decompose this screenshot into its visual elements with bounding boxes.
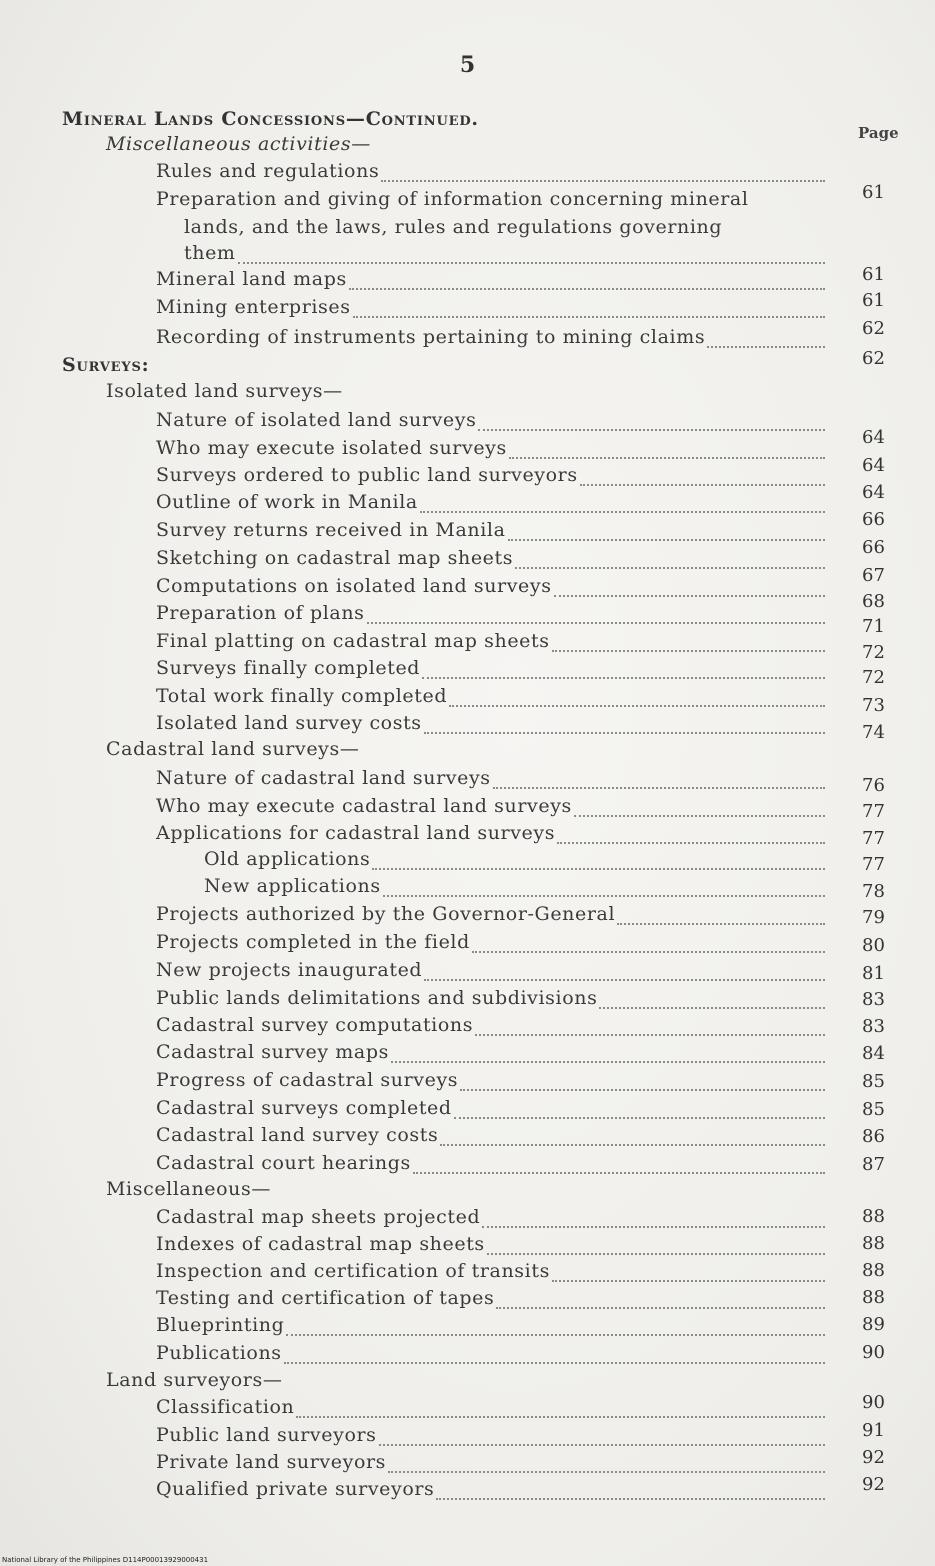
toc-page-number: 66: [862, 537, 885, 558]
dot-leader: [391, 1059, 825, 1063]
dot-leader: [440, 1142, 825, 1146]
toc-entry: [0, 630, 935, 663]
toc-entry-text: Cadastral land survey costs: [156, 1124, 439, 1146]
toc-entry-text: Cadastral survey computations: [156, 1014, 474, 1036]
toc-page-number: 76: [862, 775, 885, 796]
toc-entry: [0, 133, 935, 159]
toc-entry-text: Inspection and certification of transits: [156, 1260, 550, 1282]
toc-entry-text: Preparation of plans: [156, 602, 365, 624]
toc-page-number: 78: [862, 881, 885, 902]
toc-page-number: 92: [862, 1474, 885, 1495]
toc-section-heading: [0, 108, 935, 134]
toc-entry-text: Classification: [156, 1396, 295, 1418]
toc-entry: [0, 822, 935, 848]
dot-leader: [422, 675, 825, 679]
dot-leader: [296, 1414, 825, 1418]
toc-entry: [0, 1342, 935, 1368]
toc-entry-text: Total work finally completed: [156, 685, 448, 707]
toc-entry: [0, 188, 935, 214]
dot-leader: [349, 286, 825, 290]
toc-page-number: 88: [862, 1206, 885, 1227]
toc-entry: [0, 987, 935, 1013]
toc-entry: [0, 1206, 935, 1232]
toc-page-number: 91: [862, 1420, 885, 1441]
toc-entry-text: Qualified private surveyors: [156, 1478, 435, 1500]
toc-page-number: 77: [862, 854, 885, 875]
toc-entry: [0, 380, 935, 406]
toc-entry-text: Preparation and giving of information concerning mineral: [156, 188, 749, 210]
toc-entry: [0, 685, 935, 716]
dot-leader: [413, 1170, 825, 1174]
toc-entry-text: Cadastral court hearings: [156, 1152, 411, 1174]
toc-entry-text: Blueprinting: [156, 1314, 285, 1336]
dot-leader: [552, 1278, 825, 1282]
toc-entry-text: Isolated land surveys—: [106, 380, 343, 402]
dot-leader: [557, 840, 825, 844]
toc-section-heading: [0, 354, 935, 380]
toc-entry-text: Final platting on cadastral map sheets: [156, 630, 550, 652]
toc-entry: [0, 1041, 935, 1067]
toc-entry: [0, 903, 935, 929]
dot-leader: [472, 949, 825, 953]
toc-entry: [0, 795, 935, 821]
toc-entry: [0, 875, 935, 901]
toc-entry-text: Projects authorized by the Governor-General: [156, 903, 616, 925]
dot-leader: [508, 537, 825, 541]
toc-page-number: 83: [862, 989, 885, 1010]
toc-page-number: 62: [862, 318, 885, 339]
toc-entry: [0, 1124, 935, 1150]
page-number: 5: [459, 52, 476, 78]
toc-entry: [0, 1178, 935, 1204]
toc-entry-text: Nature of isolated land surveys: [156, 409, 477, 431]
dot-leader: [367, 620, 825, 624]
dot-leader: [238, 260, 825, 264]
toc-entry-text: Cadastral land surveys—: [106, 738, 360, 760]
toc-entry-text: Cadastral surveys completed: [156, 1097, 452, 1119]
toc-entry: [0, 1420, 935, 1450]
toc-entry-text: Applications for cadastral land surveys: [156, 822, 556, 844]
dot-leader: [424, 977, 825, 981]
dot-leader: [475, 1032, 825, 1036]
toc-entry-text: Miscellaneous activities—: [106, 133, 371, 155]
toc-page-number: 89: [862, 1314, 885, 1335]
toc-entry-text: Cadastral map sheets projected: [156, 1206, 481, 1228]
toc-entry: [0, 1097, 935, 1123]
dot-leader: [574, 813, 825, 817]
dot-leader: [482, 1224, 825, 1228]
toc-entry-text: Cadastral survey maps: [156, 1041, 389, 1063]
toc-entry: [0, 1392, 935, 1422]
toc-entry: [0, 1287, 935, 1313]
toc-entry: [0, 1233, 935, 1259]
dot-leader: [496, 1305, 825, 1309]
dot-leader: [599, 1005, 825, 1009]
toc-page-number: 90: [862, 1342, 885, 1363]
toc-entry: [0, 1260, 935, 1286]
toc-entry-text: Survey returns received in Manila: [156, 519, 506, 541]
toc-entry-text: Nature of cadastral land surveys: [156, 767, 491, 789]
toc-entry-text: Sketching on cadastral map sheets: [156, 547, 514, 569]
toc-entry-text: Projects completed in the field: [156, 931, 470, 953]
toc-entry: [0, 1314, 935, 1340]
dot-leader: [424, 730, 825, 734]
footer-text: National Library of the Philippines D114P00013929000431: [2, 1556, 209, 1564]
toc-entry-text: Indexes of cadastral map sheets: [156, 1233, 485, 1255]
toc-entry-text: New projects inaugurated: [156, 959, 423, 981]
toc-page-number: 61: [862, 182, 885, 203]
toc-entry-text: lands, and the laws, rules and regulations governing: [184, 216, 723, 238]
dot-leader: [460, 1087, 825, 1091]
toc-page-number: 85: [862, 1099, 885, 1120]
toc-entry: [0, 1014, 935, 1040]
toc-entry: [0, 767, 935, 796]
toc-entry-text: Outline of work in Manila: [156, 491, 418, 513]
toc-page-number: 77: [862, 801, 885, 822]
toc-entry: [0, 1069, 935, 1095]
toc-page-number: 85: [862, 1071, 885, 1092]
toc-page-number: 61: [862, 290, 885, 311]
toc-entry: [0, 1447, 935, 1477]
toc-page-number: 83: [862, 1016, 885, 1037]
dot-leader: [487, 1251, 825, 1255]
toc-page-number: 64: [862, 482, 885, 503]
toc-entry: [0, 712, 935, 743]
toc-page-number: 77: [862, 828, 885, 849]
toc-entry-text: Public land surveyors: [156, 1424, 377, 1446]
dot-leader: [454, 1115, 825, 1119]
toc-entry-text: Public lands delimitations and subdivisions: [156, 987, 598, 1009]
toc-entry: [0, 959, 935, 985]
toc-entry-text: Old applications: [204, 848, 371, 870]
dot-leader: [580, 482, 825, 486]
toc-entry-text: Surveys ordered to public land surveyors: [156, 464, 578, 486]
toc-page-number: 68: [862, 591, 885, 612]
toc-entry-text: Land surveyors—: [106, 1369, 283, 1391]
dot-leader: [372, 866, 825, 870]
toc-entry-text: Isolated land survey costs: [156, 712, 422, 734]
toc-entry-text: them: [184, 242, 236, 264]
toc-page-number: 88: [862, 1233, 885, 1254]
dot-leader: [383, 893, 825, 897]
page-column-label: Page: [858, 124, 899, 142]
toc-entry-text: New applications: [204, 875, 381, 897]
dot-leader: [436, 1496, 825, 1500]
toc-page-number: 92: [862, 1447, 885, 1468]
dot-leader: [284, 1360, 825, 1364]
toc-page-number: 61: [862, 264, 885, 285]
toc-page-number: 88: [862, 1260, 885, 1281]
toc-entry: [0, 657, 935, 688]
toc-entry-text: Surveys finally completed: [156, 657, 421, 679]
dot-leader: [286, 1332, 825, 1336]
toc-entry-text: Who may execute isolated surveys: [156, 437, 507, 459]
toc-page-number: 62: [862, 348, 885, 369]
dot-leader: [379, 1442, 825, 1446]
toc-page-number: 71: [862, 616, 885, 637]
dot-leader: [617, 921, 825, 925]
toc-page-number: 80: [862, 935, 885, 956]
toc-entry-text: Rules and regulations: [156, 160, 380, 182]
toc-entry-text: Miscellaneous—: [106, 1178, 271, 1200]
dot-leader: [388, 1469, 825, 1473]
toc-page-number: 87: [862, 1154, 885, 1175]
toc-entry: [0, 738, 935, 764]
toc-page-number: 90: [862, 1392, 885, 1413]
toc-page-number: 86: [862, 1126, 885, 1147]
toc-page-number: 66: [862, 509, 885, 530]
toc-entry-text: Surveys:: [62, 354, 150, 376]
toc-entry: [0, 602, 935, 637]
toc-entry: [0, 1152, 935, 1178]
toc-page-number: 73: [862, 695, 885, 716]
toc-entry-text: Mineral Lands Concessions—Continued.: [62, 108, 479, 130]
dot-leader: [552, 648, 825, 652]
toc-entry-text: Mineral land maps: [156, 268, 347, 290]
dot-leader: [554, 593, 825, 597]
toc-page-number: 72: [862, 642, 885, 663]
toc-page-number: 81: [862, 963, 885, 984]
dot-leader: [420, 509, 825, 513]
toc-entry-text: Computations on isolated land surveys: [156, 575, 552, 597]
toc-entry: [0, 931, 935, 957]
toc-page-number: 72: [862, 667, 885, 688]
toc-entry: [0, 575, 935, 612]
dot-leader: [515, 565, 825, 569]
dot-leader: [493, 785, 825, 789]
toc-page-number: 84: [862, 1043, 885, 1064]
toc-entry-text: Progress of cadastral surveys: [156, 1069, 459, 1091]
dot-leader: [381, 178, 825, 182]
toc-page-number: 64: [862, 427, 885, 448]
dot-leader: [449, 703, 825, 707]
dot-leader: [707, 344, 825, 348]
toc-entry-text: Private land surveyors: [156, 1451, 387, 1473]
toc-entry-text: Recording of instruments pertaining to mining claims: [156, 326, 706, 348]
toc-page-number: 74: [862, 722, 885, 743]
toc-page-number: 64: [862, 455, 885, 476]
toc-entry-text: Mining enterprises: [156, 296, 351, 318]
dot-leader: [478, 427, 825, 431]
toc-page-number: 88: [862, 1287, 885, 1308]
toc-entry: [0, 216, 935, 242]
toc-entry: [0, 848, 935, 874]
dot-leader: [509, 455, 825, 459]
toc-entry: [0, 1474, 935, 1504]
toc-entry-text: Testing and certification of tapes: [156, 1287, 495, 1309]
toc-entry: [0, 1369, 935, 1395]
toc-page-number: 67: [862, 565, 885, 586]
dot-leader: [353, 314, 825, 318]
toc-page-number: 79: [862, 907, 885, 928]
toc-entry-text: Publications: [156, 1342, 282, 1364]
toc-entry-text: Who may execute cadastral land surveys: [156, 795, 572, 817]
